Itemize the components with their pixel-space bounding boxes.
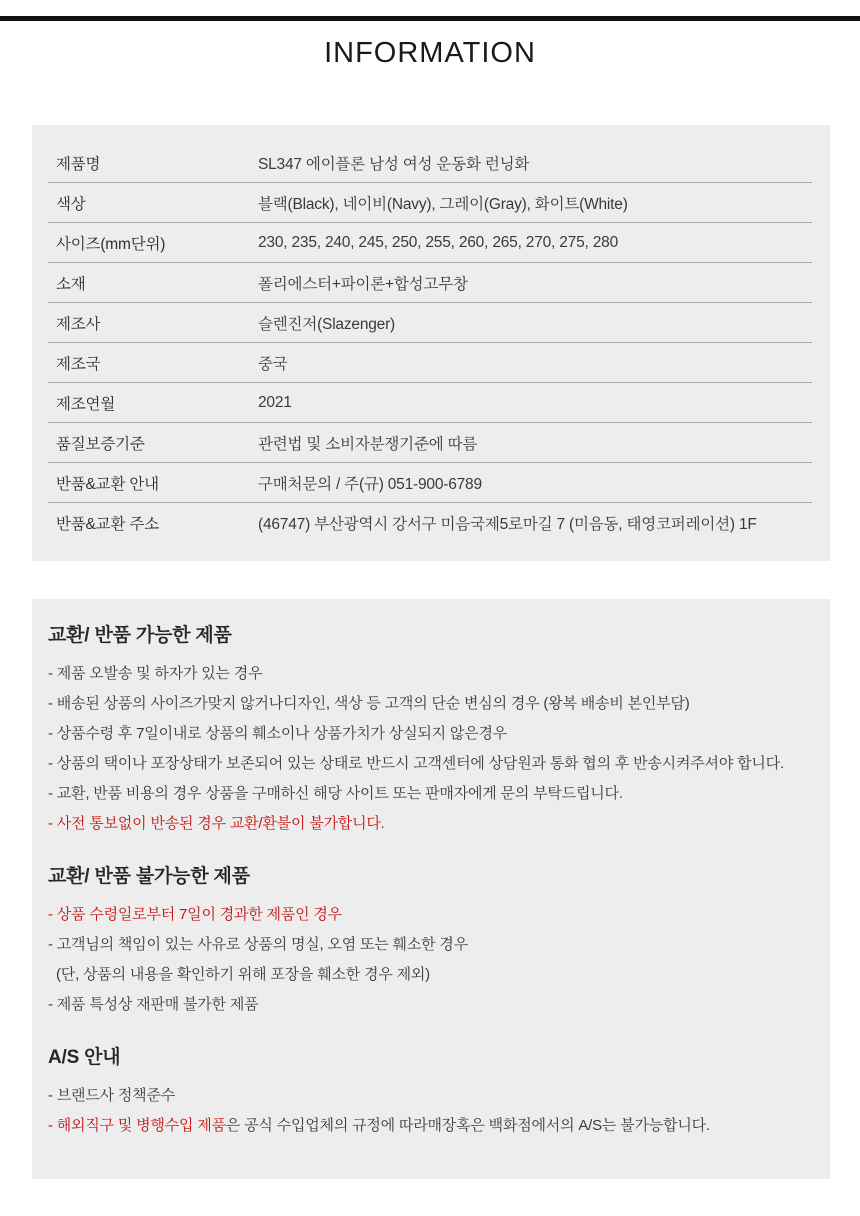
table-row-material [48, 263, 812, 303]
policy-item: - 상품수령 후 7일이내로 상품의 훼소이나 상품가치가 상실되지 않은경우 [48, 725, 508, 742]
as-guide-section-heading: A/S 안내 [48, 1047, 121, 1068]
policy-item-note: (단, 상품의 내용을 확인하기 위해 포장을 훼소한 경우 제외) [56, 966, 430, 983]
table-row-return-address [48, 503, 812, 543]
table-row-color [48, 183, 812, 223]
row-label: 품질보증기준 [56, 435, 145, 453]
row-value: 관련법 및 소비자분쟁기준에 따름 [258, 435, 478, 453]
policy-item-warning: - 상품 수령일로부터 7일이 경과한 제품인 경우 [48, 906, 342, 923]
policy-card [32, 599, 830, 1179]
policy-item: - 배송된 상품의 사이즈가맞지 않거나디자인, 색상 등 고객의 단순 변심의 경우 (왕복 배송비 본인부담) [48, 695, 690, 712]
top-divider-bar [0, 16, 860, 21]
policy-item: - 제품 오발송 및 하자가 있는 경우 [48, 665, 263, 682]
row-value: 구매처문의 / 주(규) 051-900-6789 [258, 475, 482, 493]
page-title: INFORMATION [324, 37, 536, 69]
policy-item: - 제품 특성상 재판매 불가한 제품 [48, 996, 259, 1013]
table-row-return-contact [48, 463, 812, 503]
policy-item: - 브랜드사 정책준수 [48, 1087, 176, 1104]
table-row-warranty [48, 423, 812, 463]
exchangeable-section-heading: 교환/ 반품 가능한 제품 [48, 625, 232, 646]
non-exchangeable-section-heading: 교환/ 반품 불가능한 제품 [48, 866, 250, 887]
table-row-manufacturer [48, 303, 812, 343]
product-spec-table [32, 125, 830, 561]
row-label: 제조사 [56, 315, 101, 333]
row-value: 블랙(Black), 네이비(Navy), 그레이(Gray), 화이트(White) [258, 195, 628, 213]
policy-item-red-part: - 해외직구 및 병행수입 제품 [48, 1117, 226, 1134]
product-information-page [0, 16, 860, 1216]
row-label: 반품&교환 주소 [56, 516, 159, 533]
policy-item: - 상품의 택이나 포장상태가 보존되어 있는 상태로 반드시 고객센터에 상담원과 통화 협의 후 반송시켜주셔야 합니다. [48, 755, 784, 772]
row-value: 2021 [258, 393, 292, 411]
table-row-product-name [48, 143, 812, 183]
row-label: 제품명 [56, 155, 101, 173]
table-row-manufacture-date [48, 383, 812, 423]
table-row-country [48, 343, 812, 383]
row-value: 중국 [258, 355, 288, 373]
policy-item: - 고객님의 책임이 있는 사유로 상품의 명실, 오염 또는 훼소한 경우 [48, 936, 468, 953]
row-value: SL347 에이플론 남성 여성 운동화 런닝화 [258, 155, 530, 173]
policy-item-mixed [48, 1111, 814, 1141]
row-label: 제조국 [56, 355, 101, 373]
table-row-size [48, 223, 812, 263]
row-label: 사이즈(mm단위) [56, 235, 166, 253]
row-value: 슬렌진저(Slazenger) [258, 315, 396, 333]
row-label: 반품&교환 안내 [56, 475, 159, 493]
policy-item-rest: 은 공식 수입업체의 규정에 따라매장혹은 백화점에서의 A/S는 불가능합니다. [225, 1117, 710, 1134]
row-label: 색상 [56, 195, 86, 213]
row-label: 제조연월 [56, 395, 116, 413]
row-label: 소재 [56, 275, 86, 293]
row-value: (46747) 부산광역시 강서구 미음국제5로마길 7 (미음동, 태영코퍼레이션) 1F [258, 516, 757, 533]
policy-item-warning: - 사전 통보없이 반송된 경우 교환/환불이 불가합니다. [48, 815, 385, 832]
row-value: 폴리에스터+파이론+합성고무창 [258, 275, 468, 293]
row-value: 230, 235, 240, 245, 250, 255, 260, 265, 270, 275, 280 [258, 233, 618, 251]
policy-item: - 교환, 반품 비용의 경우 상품을 구매하신 해당 사이트 또는 판매자에게 문의 부탁드립니다. [48, 785, 623, 802]
